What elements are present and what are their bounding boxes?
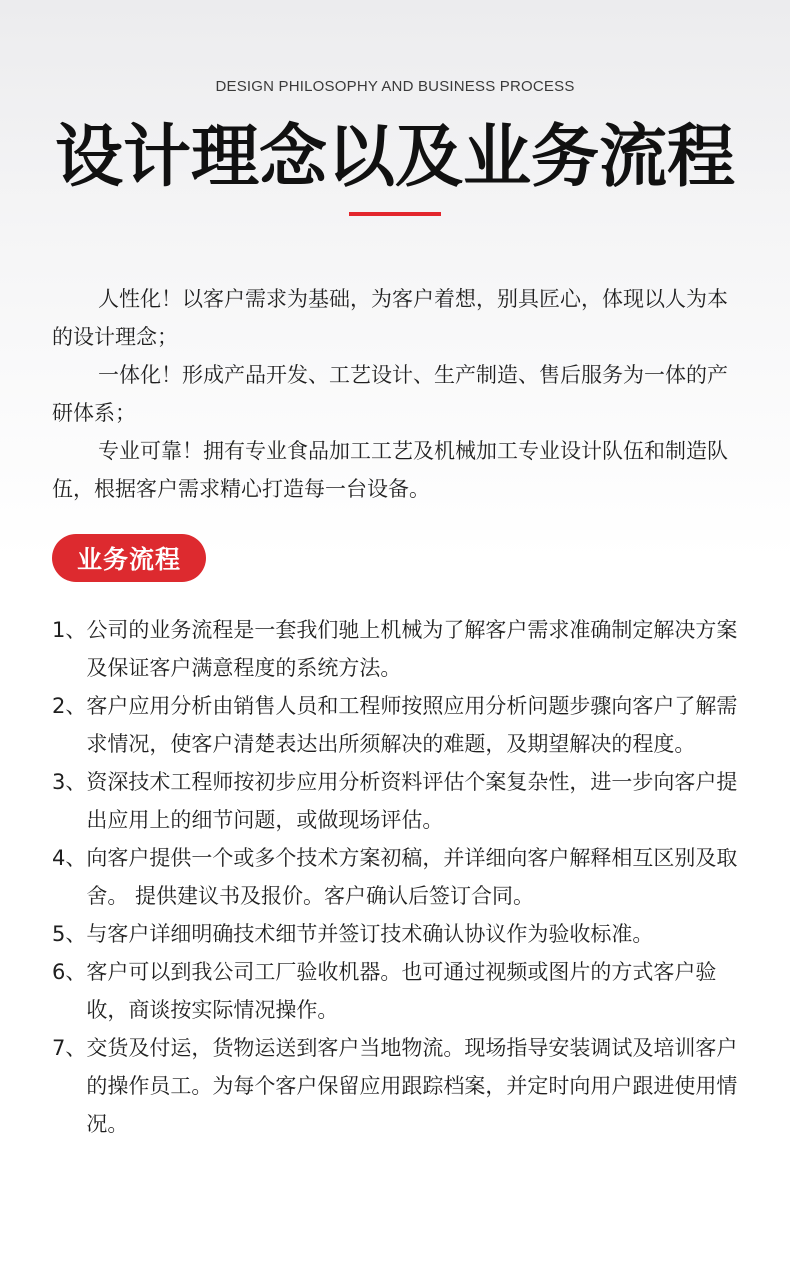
step-number: 2、 — [52, 694, 87, 718]
step-number: 6、 — [52, 960, 87, 984]
step-text: 向客户提供一个或多个技术方案初稿，并详细向客户解释相互区别及取舍。 提供建议书及报价。客户确认后签订合同。 — [86, 846, 738, 908]
step-number: 1、 — [52, 618, 87, 642]
intro-paragraph: 专业可靠！拥有专业食品加工工艺及机械加工专业设计队伍和制造队伍，根据客户需求精心打造每一台设备。 — [52, 439, 728, 501]
step-text: 交货及付运，货物运送到客户当地物流。现场指导安装调试及培训客户的操作员工。为每个客户保留应用跟踪档案，并定时向用户跟进使用情况。 — [86, 1036, 738, 1136]
title-underline — [349, 212, 441, 216]
step-text: 公司的业务流程是一套我们驰上机械为了解客户需求准确制定解决方案及保证客户满意程度的系统方法。 — [86, 618, 738, 680]
list-item — [52, 763, 742, 839]
list-item — [52, 611, 742, 687]
list-item — [52, 1029, 742, 1143]
step-text: 客户可以到我公司工厂验收机器。也可通过视频或图片的方式客户验收，商谈按实际情况操作。 — [86, 960, 717, 1022]
intro-section — [52, 280, 742, 508]
section-label-badge: 业务流程 — [52, 534, 206, 582]
step-number: 5、 — [52, 922, 87, 946]
step-text: 与客户详细明确技术细节并签订技术确认协议作为验收标准。 — [86, 922, 654, 946]
step-text: 客户应用分析由销售人员和工程师按照应用分析问题步骤向客户了解需求情况，使客户清楚表达出所须解决的难题，及期望解决的程度。 — [86, 694, 738, 756]
list-item — [52, 953, 742, 1029]
process-steps-list — [52, 611, 742, 1143]
intro-paragraph: 人性化！以客户需求为基础，为客户着想，别具匠心，体现以人为本的设计理念； — [52, 287, 728, 349]
step-text: 资深技术工程师按初步应用分析资料评估个案复杂性，进一步向客户提出应用上的细节问题，或做现场评估。 — [86, 770, 738, 832]
step-number: 4、 — [52, 846, 87, 870]
list-item — [52, 915, 742, 953]
step-number: 7、 — [52, 1036, 87, 1060]
intro-paragraph: 一体化！形成产品开发、工艺设计、生产制造、售后服务为一体的产研体系； — [52, 363, 728, 425]
list-item — [52, 839, 742, 915]
page-subtitle: DESIGN PHILOSOPHY AND BUSINESS PROCESS — [215, 78, 575, 95]
page-title: 设计理念以及业务流程 — [54, 118, 735, 197]
step-number: 3、 — [52, 770, 87, 794]
list-item — [52, 687, 742, 763]
